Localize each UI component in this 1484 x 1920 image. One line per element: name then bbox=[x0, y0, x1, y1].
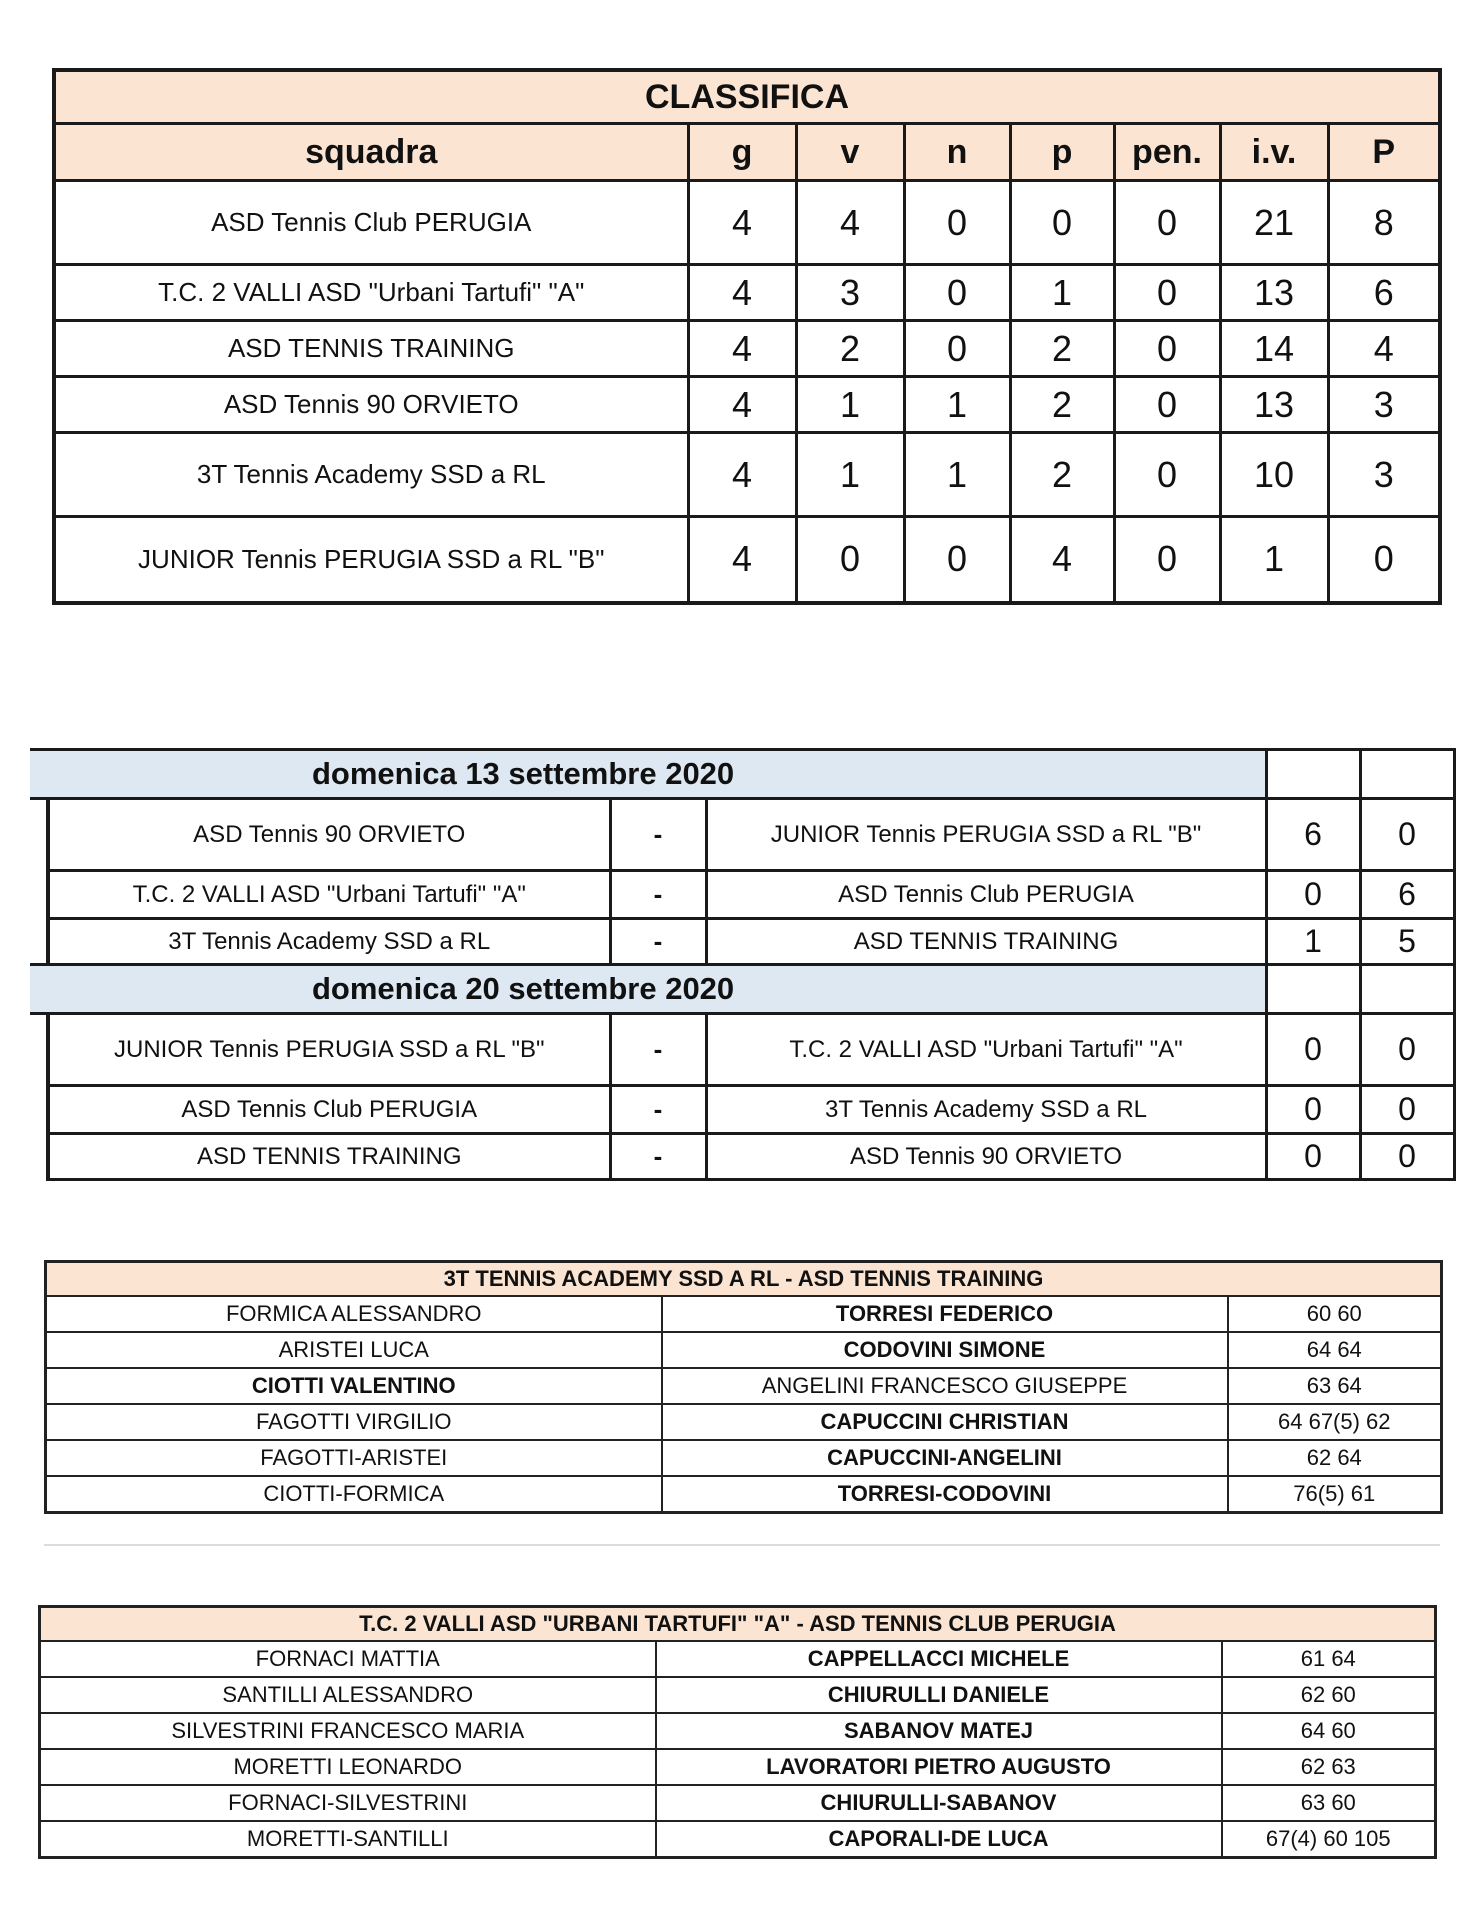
left-player: FAGOTTI-ARISTEI bbox=[46, 1440, 662, 1476]
match-title: T.C. 2 VALLI ASD "URBANI TARTUFI" "A" - ASD TENNIS CLUB PERUGIA bbox=[40, 1607, 1436, 1642]
draws: 0 bbox=[904, 265, 1010, 321]
match-separator: - bbox=[610, 799, 706, 871]
right-player: CAPORALI-DE LUCA bbox=[656, 1821, 1222, 1858]
day-header bbox=[30, 965, 1454, 1014]
draws: 0 bbox=[904, 517, 1010, 603]
losses: 4 bbox=[1010, 517, 1114, 603]
away-score: 0 bbox=[1360, 1134, 1454, 1180]
left-player: SANTILLI ALESSANDRO bbox=[40, 1677, 656, 1713]
set-score: 64 67(5) 62 bbox=[1228, 1404, 1442, 1440]
right-player: CAPUCCINI-ANGELINI bbox=[662, 1440, 1228, 1476]
right-player: TORRESI-CODOVINI bbox=[662, 1476, 1228, 1513]
day-label: domenica 20 settembre 2020 bbox=[30, 965, 1266, 1014]
wins: 2 bbox=[796, 321, 904, 377]
draws: 1 bbox=[904, 433, 1010, 517]
row-gutter bbox=[30, 1134, 48, 1180]
empty-cell bbox=[1266, 750, 1360, 799]
row-gutter bbox=[30, 1086, 48, 1134]
right-player: CAPPELLACCI MICHELE bbox=[656, 1641, 1222, 1677]
standings-row bbox=[54, 377, 1440, 433]
set-score: 76(5) 61 bbox=[1228, 1476, 1442, 1513]
team-name: ASD Tennis 90 ORVIETO bbox=[54, 377, 688, 433]
away-score: 5 bbox=[1360, 919, 1454, 965]
match-row bbox=[30, 1086, 1454, 1134]
away-score: 0 bbox=[1360, 1014, 1454, 1086]
away-team: ASD TENNIS TRAINING bbox=[706, 919, 1266, 965]
away-team: T.C. 2 VALLI ASD "Urbani Tartufi" "A" bbox=[706, 1014, 1266, 1086]
individual-wins: 13 bbox=[1220, 377, 1328, 433]
set-score: 64 64 bbox=[1228, 1332, 1442, 1368]
games: 4 bbox=[688, 265, 796, 321]
draws: 1 bbox=[904, 377, 1010, 433]
penalties: 0 bbox=[1114, 321, 1220, 377]
row-gutter bbox=[30, 919, 48, 965]
match-result-row bbox=[40, 1821, 1436, 1858]
match-separator: - bbox=[610, 1086, 706, 1134]
standings-row bbox=[54, 265, 1440, 321]
home-team: ASD Tennis 90 ORVIETO bbox=[48, 799, 610, 871]
match-result-row bbox=[40, 1785, 1436, 1821]
empty-cell bbox=[1266, 965, 1360, 1014]
wins: 4 bbox=[796, 181, 904, 265]
right-player: CHIURULLI-SABANOV bbox=[656, 1785, 1222, 1821]
match-result-row bbox=[46, 1296, 1442, 1332]
right-player: CODOVINI SIMONE bbox=[662, 1332, 1228, 1368]
day-label: domenica 13 settembre 2020 bbox=[30, 750, 1266, 799]
points: 6 bbox=[1328, 265, 1440, 321]
points: 3 bbox=[1328, 433, 1440, 517]
match-result-row bbox=[46, 1404, 1442, 1440]
day-header bbox=[30, 750, 1454, 799]
home-score: 0 bbox=[1266, 1134, 1360, 1180]
match-detail-table-1 bbox=[44, 1260, 1443, 1514]
match-result-row bbox=[40, 1641, 1436, 1677]
header-v: v bbox=[796, 124, 904, 181]
games: 4 bbox=[688, 517, 796, 603]
team-name: 3T Tennis Academy SSD a RL bbox=[54, 433, 688, 517]
away-score: 6 bbox=[1360, 871, 1454, 919]
individual-wins: 21 bbox=[1220, 181, 1328, 265]
set-score: 62 60 bbox=[1222, 1677, 1436, 1713]
home-score: 0 bbox=[1266, 1014, 1360, 1086]
wins: 1 bbox=[796, 377, 904, 433]
set-score: 67(4) 60 105 bbox=[1222, 1821, 1436, 1858]
home-score: 6 bbox=[1266, 799, 1360, 871]
match-result-row bbox=[46, 1476, 1442, 1513]
section-divider bbox=[44, 1544, 1440, 1546]
penalties: 0 bbox=[1114, 433, 1220, 517]
right-player: SABANOV MATEJ bbox=[656, 1713, 1222, 1749]
left-player: FORNACI-SILVESTRINI bbox=[40, 1785, 656, 1821]
team-name: ASD TENNIS TRAINING bbox=[54, 321, 688, 377]
penalties: 0 bbox=[1114, 181, 1220, 265]
wins: 0 bbox=[796, 517, 904, 603]
away-score: 0 bbox=[1360, 1086, 1454, 1134]
schedule-table bbox=[30, 748, 1456, 1181]
header-p: p bbox=[1010, 124, 1114, 181]
individual-wins: 14 bbox=[1220, 321, 1328, 377]
home-team: JUNIOR Tennis PERUGIA SSD a RL "B" bbox=[48, 1014, 610, 1086]
match-result-row bbox=[40, 1713, 1436, 1749]
home-score: 0 bbox=[1266, 871, 1360, 919]
left-player: MORETTI LEONARDO bbox=[40, 1749, 656, 1785]
away-score: 0 bbox=[1360, 799, 1454, 871]
match-result-row bbox=[46, 1332, 1442, 1368]
home-score: 0 bbox=[1266, 1086, 1360, 1134]
draws: 0 bbox=[904, 181, 1010, 265]
left-player: ARISTEI LUCA bbox=[46, 1332, 662, 1368]
games: 4 bbox=[688, 377, 796, 433]
header-iv: i.v. bbox=[1220, 124, 1328, 181]
left-player: SILVESTRINI FRANCESCO MARIA bbox=[40, 1713, 656, 1749]
match-detail-table-2 bbox=[38, 1605, 1437, 1859]
header-squadra: squadra bbox=[54, 124, 688, 181]
standings-title: CLASSIFICA bbox=[54, 70, 1440, 124]
match-separator: - bbox=[610, 1014, 706, 1086]
individual-wins: 1 bbox=[1220, 517, 1328, 603]
wins: 3 bbox=[796, 265, 904, 321]
empty-cell bbox=[1360, 965, 1454, 1014]
points: 8 bbox=[1328, 181, 1440, 265]
home-team: ASD Tennis Club PERUGIA bbox=[48, 1086, 610, 1134]
individual-wins: 10 bbox=[1220, 433, 1328, 517]
away-team: ASD Tennis Club PERUGIA bbox=[706, 871, 1266, 919]
left-player: FORMICA ALESSANDRO bbox=[46, 1296, 662, 1332]
home-team: T.C. 2 VALLI ASD "Urbani Tartufi" "A" bbox=[48, 871, 610, 919]
header-points: P bbox=[1328, 124, 1440, 181]
set-score: 61 64 bbox=[1222, 1641, 1436, 1677]
home-team: ASD TENNIS TRAINING bbox=[48, 1134, 610, 1180]
header-n: n bbox=[904, 124, 1010, 181]
empty-cell bbox=[1360, 750, 1454, 799]
penalties: 0 bbox=[1114, 377, 1220, 433]
points: 0 bbox=[1328, 517, 1440, 603]
team-name: ASD Tennis Club PERUGIA bbox=[54, 181, 688, 265]
right-player: CHIURULLI DANIELE bbox=[656, 1677, 1222, 1713]
match-row bbox=[30, 919, 1454, 965]
standings-row bbox=[54, 181, 1440, 265]
left-player: CIOTTI VALENTINO bbox=[46, 1368, 662, 1404]
games: 4 bbox=[688, 433, 796, 517]
away-team: ASD Tennis 90 ORVIETO bbox=[706, 1134, 1266, 1180]
standings-header-row bbox=[54, 124, 1440, 181]
right-player: ANGELINI FRANCESCO GIUSEPPE bbox=[662, 1368, 1228, 1404]
left-player: FORNACI MATTIA bbox=[40, 1641, 656, 1677]
standings-row bbox=[54, 321, 1440, 377]
losses: 2 bbox=[1010, 433, 1114, 517]
match-result-row bbox=[40, 1677, 1436, 1713]
losses: 0 bbox=[1010, 181, 1114, 265]
games: 4 bbox=[688, 321, 796, 377]
set-score: 60 60 bbox=[1228, 1296, 1442, 1332]
match-separator: - bbox=[610, 919, 706, 965]
right-player: LAVORATORI PIETRO AUGUSTO bbox=[656, 1749, 1222, 1785]
match-separator: - bbox=[610, 1134, 706, 1180]
games: 4 bbox=[688, 181, 796, 265]
row-gutter bbox=[30, 799, 48, 871]
standings-row bbox=[54, 433, 1440, 517]
away-team: 3T Tennis Academy SSD a RL bbox=[706, 1086, 1266, 1134]
away-team: JUNIOR Tennis PERUGIA SSD a RL "B" bbox=[706, 799, 1266, 871]
match-result-row bbox=[40, 1749, 1436, 1785]
match-row bbox=[30, 1134, 1454, 1180]
home-score: 1 bbox=[1266, 919, 1360, 965]
losses: 2 bbox=[1010, 321, 1114, 377]
right-player: CAPUCCINI CHRISTIAN bbox=[662, 1404, 1228, 1440]
match-row bbox=[30, 871, 1454, 919]
set-score: 63 64 bbox=[1228, 1368, 1442, 1404]
match-result-row bbox=[46, 1368, 1442, 1404]
set-score: 62 63 bbox=[1222, 1749, 1436, 1785]
left-player: FAGOTTI VIRGILIO bbox=[46, 1404, 662, 1440]
draws: 0 bbox=[904, 321, 1010, 377]
left-player: MORETTI-SANTILLI bbox=[40, 1821, 656, 1858]
points: 4 bbox=[1328, 321, 1440, 377]
row-gutter bbox=[30, 1014, 48, 1086]
points: 3 bbox=[1328, 377, 1440, 433]
header-pen: pen. bbox=[1114, 124, 1220, 181]
left-player: CIOTTI-FORMICA bbox=[46, 1476, 662, 1513]
team-name: T.C. 2 VALLI ASD "Urbani Tartufi" "A" bbox=[54, 265, 688, 321]
set-score: 63 60 bbox=[1222, 1785, 1436, 1821]
standings-row bbox=[54, 517, 1440, 603]
standings-table bbox=[52, 68, 1442, 605]
wins: 1 bbox=[796, 433, 904, 517]
home-team: 3T Tennis Academy SSD a RL bbox=[48, 919, 610, 965]
match-row bbox=[30, 1014, 1454, 1086]
set-score: 62 64 bbox=[1228, 1440, 1442, 1476]
match-row bbox=[30, 799, 1454, 871]
losses: 2 bbox=[1010, 377, 1114, 433]
penalties: 0 bbox=[1114, 265, 1220, 321]
match-result-row bbox=[46, 1440, 1442, 1476]
losses: 1 bbox=[1010, 265, 1114, 321]
penalties: 0 bbox=[1114, 517, 1220, 603]
set-score: 64 60 bbox=[1222, 1713, 1436, 1749]
individual-wins: 13 bbox=[1220, 265, 1328, 321]
match-separator: - bbox=[610, 871, 706, 919]
right-player: TORRESI FEDERICO bbox=[662, 1296, 1228, 1332]
header-g: g bbox=[688, 124, 796, 181]
row-gutter bbox=[30, 871, 48, 919]
match-title: 3T TENNIS ACADEMY SSD A RL - ASD TENNIS TRAINING bbox=[46, 1262, 1442, 1297]
team-name: JUNIOR Tennis PERUGIA SSD a RL "B" bbox=[54, 517, 688, 603]
